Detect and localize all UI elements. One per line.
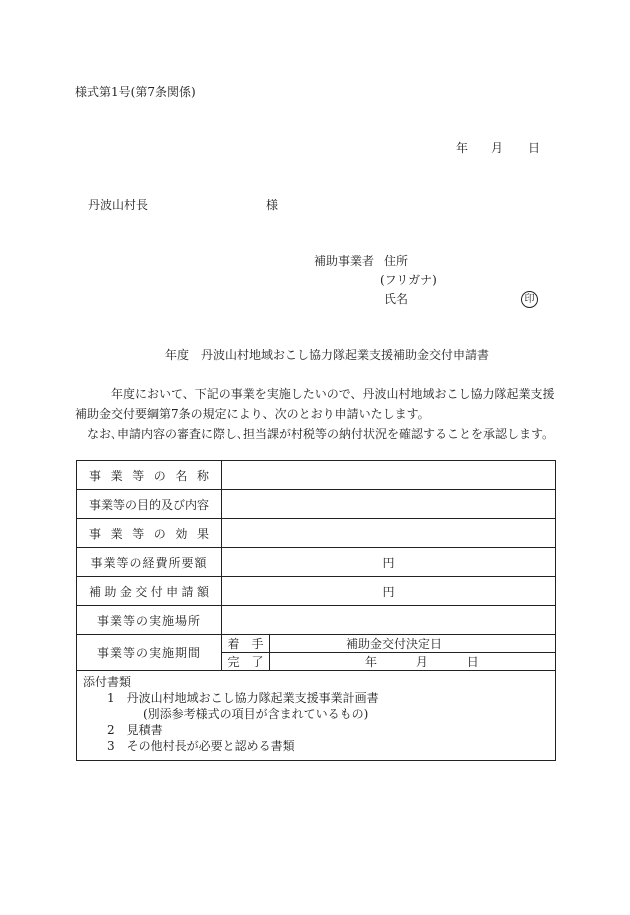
- table-row: [77, 490, 556, 519]
- list-item: [83, 706, 549, 722]
- label-char: 事: [89, 468, 102, 483]
- list-item: [83, 722, 549, 738]
- label-char: 請: [181, 584, 194, 599]
- attachment-number: 2: [107, 723, 115, 737]
- attachment-text: 丹波山村地域おこし協力隊起業支援事業計画書: [126, 691, 379, 705]
- table-row: [77, 519, 556, 548]
- attachment-text: (別添参考様式の項目が含まれているもの): [143, 707, 369, 721]
- list-item: [83, 690, 549, 706]
- applicant-role: 補助事業者: [314, 254, 375, 268]
- row-grant-value[interactable]: [222, 577, 556, 606]
- label-char: 補: [89, 584, 102, 599]
- addressee-name: 丹波山村長: [88, 198, 149, 212]
- row-purpose-value[interactable]: [222, 490, 556, 519]
- list-item: [83, 738, 549, 754]
- row-cost-value[interactable]: [222, 548, 556, 577]
- label-char: 称: [196, 468, 209, 483]
- attachment-text: その他村長が必要と認める書類: [126, 739, 295, 753]
- attachments-cell: [77, 671, 556, 761]
- row-purpose-label: 事業等の目的及び内容: [77, 490, 222, 519]
- row-effect-value[interactable]: [222, 519, 556, 548]
- table-row: [77, 606, 556, 635]
- date-month: 月: [491, 141, 504, 155]
- label-char: 付: [150, 584, 163, 599]
- label-char: 申: [166, 584, 179, 599]
- attachment-number: 1: [107, 691, 115, 705]
- addressee-honorific: 様: [266, 198, 279, 212]
- label-char: 交: [135, 584, 148, 599]
- attachment-number: 3: [107, 739, 115, 753]
- row-period-label: 事業等の実施期間: [77, 635, 222, 671]
- label-char: の: [153, 468, 166, 483]
- row-place-label: 事業等の実施場所: [77, 606, 222, 635]
- grant-unit: 円: [382, 584, 395, 599]
- period-end-day: 日: [466, 655, 479, 669]
- period-end-month: 月: [415, 655, 428, 669]
- period-end-value[interactable]: [270, 653, 556, 671]
- label-char: 名: [175, 468, 188, 483]
- label-char: 業: [110, 468, 123, 483]
- label-char: 効: [175, 526, 188, 541]
- document-title: 年度 丹波山村地域おこし協力隊起業支援補助金交付申請書: [165, 348, 490, 362]
- table-row: [77, 577, 556, 606]
- label-char: 助: [104, 584, 117, 599]
- date-day: 日: [528, 141, 541, 155]
- row-name-value[interactable]: [222, 461, 556, 490]
- label-char: 額: [196, 584, 209, 599]
- row-effect-label: [77, 519, 222, 548]
- row-grant-label: [77, 577, 222, 606]
- table-row: [77, 635, 556, 653]
- label-char: 等: [132, 526, 145, 541]
- period-end-label: 完 了: [222, 653, 270, 671]
- name-label: 氏名: [384, 292, 409, 306]
- label-char: の: [153, 526, 166, 541]
- address-label: 住所: [384, 254, 409, 268]
- attachments-heading: 添付書類: [83, 675, 132, 689]
- furigana-label: (フリガナ): [380, 273, 437, 287]
- table-row: [77, 671, 556, 761]
- application-form-table: [76, 460, 556, 761]
- seal-mark: 印: [521, 291, 538, 308]
- label-char: 事: [89, 526, 102, 541]
- table-row: [77, 461, 556, 490]
- row-place-value[interactable]: [222, 606, 556, 635]
- label-char: 等: [132, 468, 145, 483]
- table-row: [77, 548, 556, 577]
- label-char: 業: [110, 526, 123, 541]
- period-start-label: 着 手: [222, 635, 270, 653]
- label-char: 果: [196, 526, 209, 541]
- body-paragraph-1: 年度において、下記の事業を実施したいので、丹波山村地域おこし協力隊起業支援補助金交付要綱第7条の規定により、次のとおり申請いたします。: [75, 387, 555, 421]
- form-number: 様式第1号(第7条関係): [75, 85, 196, 99]
- body-paragraph-2: なお､申請内容の審査に際し､担当課が村税等の納付状況を確認することを承認します。: [87, 427, 555, 441]
- period-start-value: 補助金交付決定日: [270, 635, 556, 653]
- date-year: 年: [456, 141, 469, 155]
- row-cost-label: 事業等の経費所要額: [77, 548, 222, 577]
- row-name-label: [77, 461, 222, 490]
- label-char: 金: [119, 584, 132, 599]
- cost-unit: 円: [382, 555, 395, 570]
- period-end-year: 年: [365, 655, 378, 669]
- attachment-text: 見積書: [126, 723, 163, 737]
